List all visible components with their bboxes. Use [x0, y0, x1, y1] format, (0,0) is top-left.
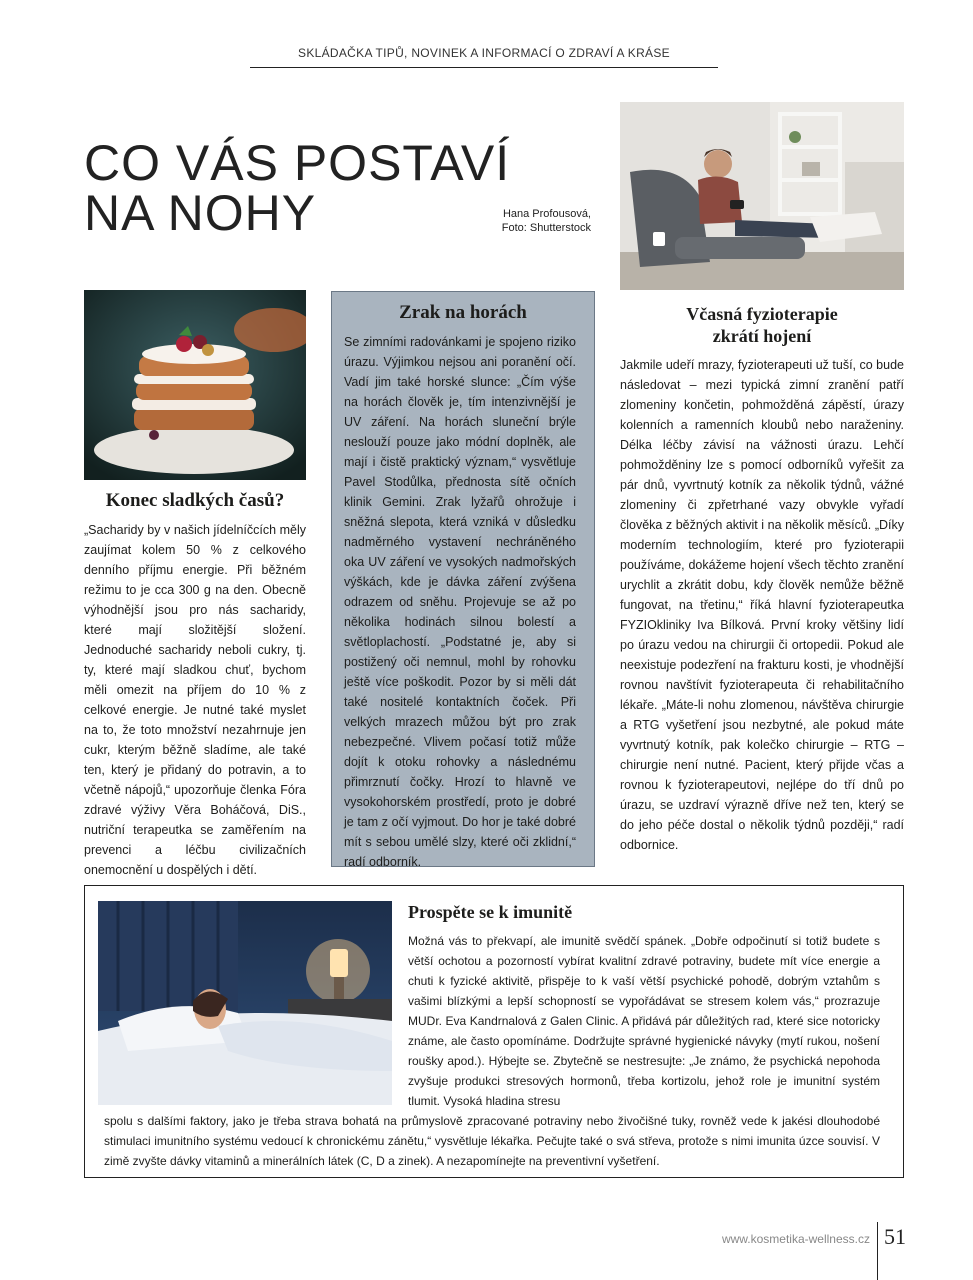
- physio-heading: [620, 303, 904, 347]
- footer-website-link[interactable]: www.kosmetika-wellness.cz: [721, 1232, 870, 1246]
- sweets-heading: Konec sladkých časů?: [105, 490, 285, 511]
- page-number: 51: [884, 1224, 906, 1249]
- footer-divider: [877, 1222, 878, 1280]
- immunity-body-text-part2: spolu s dalšími faktory, jako je třeba strava bohatá na průmyslově zpracované potraviny nebo živočišné tuky, rovněž vede k jakési dlouhodobé stimulaci imunitního systému vedoucí k chronickému zánětu,“ vysvětluje lékařka. Pečujte také o svá střeva, protože s nimi imunita úzce souvisí. V zimě zvyšte dávky vitaminů a minerálních látek (C, D a zinek). A nezapomínejte na preventivní vyšetření.: [104, 1114, 880, 1168]
- byline-photo: Foto: Shutterstock: [501, 222, 591, 234]
- page-title-line2: NA NOHY: [84, 185, 317, 241]
- vision-heading: Zrak na horách: [399, 302, 527, 323]
- byline: [470, 207, 591, 235]
- photo-man-with-leg-cast: [620, 102, 904, 290]
- page-title-line1: CO VÁS POSTAVÍ: [84, 135, 511, 191]
- vision-body-text: Se zimními radovánkami je spojeno riziko úrazu. Výjimkou nejsou ani poranění očí. Vadí jim také horské slunce: „Čím výše na horách člověk je, tím intenzivnější je UV záření. Na horách sluneční brýle neslouží pouze jako módní doplněk, ale mají i čistě praktický význam,“ vysvětluje Pavel Stodůlka, přednosta sítě očních klinik Gemini. Zrak lyžařů ohrožuje i sněžná slepota, která vzniká v důsledku nadměrného vystavení nechráněného oka UV záření ve vysokých nadmořských výškách, kde je dávka záření zvýšena odrazem od sněhu. Projevuje se až po několika hodinách silnou bolestí a světloplachostí. „Podstatné je, aby si postižený oči nemnul, mohl by rohovku ještě více poškodit. Pozor by si měli dát také nositelé kontaktních čoček. Při velkých mrazech můžou být pro zrak nebezpečné. Vlivem počasí totiž může dojít k otoku rohovky a následnému přimrznutí čočky. Hrozí to hlavně ve vysokohorském prostředí, proto je dobré je tam z očí vyjmout. Do hor je také dobré mít s sebou umělé slzy, které oči zklidní,“ radí odborník.: [344, 335, 576, 869]
- sweets-body-text: „Sacharidy by v našich jídelníčcích měly zaujímat kolem 50 % z celkového denního příjmu energie. Při běžném režimu to je cca 300 g na den. Obecně výhodnější jsou pro nás sacharidy, které mají složitější složení. Jednoduché sacharidy neboli cukry, tj. ty, které mají sladkou chuť, bychom měli omezit na příjem do 10 % z celkové energie. Je nutné také myslet na to, že toto množství nezahrnuje jen cukr, kterým běžně sladíme, ale také ten, který je přidaný do potravin, a to včetně nápojů,“ upozorňuje členka Fóra zdravé výživy Věra Boháčová, DiS., nutriční terapeutka se zaměřením na prevenci a léčbu civilizačních onemocnění u dospělých i dětí.: [84, 523, 306, 877]
- immunity-heading: Prospěte se k imunitě: [408, 902, 573, 922]
- photo-sleeping-woman: [98, 901, 392, 1105]
- header-divider: [250, 67, 718, 68]
- physio-heading-line1: Včasná fyzioterapie: [686, 304, 838, 324]
- header-tagline: SKLÁDAČKA TIPŮ, NOVINEK A INFORMACÍ O ZDRAVÍ A KRÁSE: [298, 46, 670, 60]
- physio-heading-line2: zkrátí hojení: [712, 326, 812, 346]
- immunity-body-text-part1: Možná vás to překvapí, ale imunitě svědčí spánek. „Dobře odpočinutí si totiž budete s větší ochotou a pozorností vybírat kvalitní zdravé potraviny, budete mít více energie a chuti k fyzické aktivitě, přispěje to k vaší větší psychické pohodě, dobrým vztahům s vašimi blízkými a lepší schopností se vypořádávat se stresem kolem vás,“ prozrazuje MUDr. Eva Kandrnalová z Galen Clinic. A přidává pár důležitých rad, které sice notoricky známe, ale často opomínáme. Dodržujte správné hygienické návyky (mytí rukou, nošení roušky apod.). Hýbejte se. Zbytečně se nestresujte: „Je známo, že psychická nepohoda zvyšuje produkci stresových hormonů, třeba kortizolu, jehož role je imunitní systém tlumit. Vysoká hladina stresu: [408, 934, 880, 1108]
- photo-layered-cake: [84, 290, 306, 480]
- byline-author: Hana Profousová,: [502, 208, 591, 220]
- physio-body-text: Jakmile udeří mrazy, fyzioterapeuti už tuší, co bude následovat – mezi typická zimní zranění patří zlomeniny končetin, pohmožděná zápěstí, úrazy kolenních a ramenních kloubů nebo naraženiny. Délka léčby závisí na vážnosti úrazu. Lehčí pohmožděniny lze s pomocí odborníků vyřešit za pár dnů, vyvrtnutý kotník za několik týdnů, vážné zlomeniny či zpřetrhané vazy obvykle vyřadí člověka z běžných aktivit i na několik měsíců. „Díky moderním technologiím, které pro fyzioterapii používáme, dokážeme hojení všech těchto zranění urychlit a zkrátit dobu, kdy člověk nemůže běžně fungovat, na třetinu,“ říká hlavní fyzioterapeutka FYZIOkliniky Iva Bílková. První kroky většiny lidí po úrazu vedou na chirurgii či ortopedii. Pokud ale neexistuje podezření na frakturu kosti, je vhodnější rovnou navštívit fyzioterapeuta či rehabilitačního lékaře. „Máte-li nohu zlomenou, návštěva chirurgie a RTG vyšetření jsou nezbytné, ale pokud máte vyvrtnutý kotník, pak kolečko chirurgie – RTG – chirurgie není nutné. Pacient, který přijde včas a rovnou k fyzioterapeutovi, nejlépe do tří dnů po úrazu, se uzdraví výrazně dříve než ten, který se do jeho péče dostal o několik týdnů později,“ radí odbornice.: [620, 358, 904, 852]
